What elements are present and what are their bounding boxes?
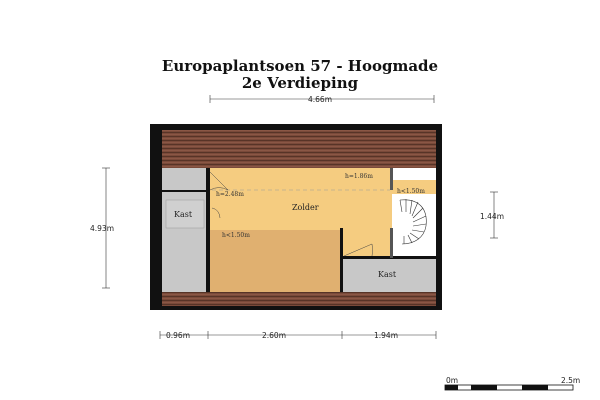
scale-start-label: 0m [446, 376, 459, 385]
floor-subtitle: 2e Verdieping [241, 74, 359, 92]
stair-wall [390, 168, 393, 190]
dimension-bottom-mid-label: 2.60m [262, 331, 287, 340]
height-note-left: h=2.48m [216, 191, 244, 198]
roof-slope-bottom [162, 292, 436, 306]
room-label-kast-right: Kast [378, 270, 397, 279]
dimension-left-label: 4.93m [90, 224, 115, 233]
scale-end-label: 2.5m [561, 376, 581, 385]
left-inner-wall [206, 168, 210, 292]
height-note-low-left: h<1.50m [222, 232, 250, 239]
height-note-low-right: h<1.50m [397, 188, 425, 195]
room-label-kast-left: Kast [174, 210, 193, 219]
left-storage-column [162, 168, 208, 292]
plan-title: Europaplantsoen 57 - Hoogmade [161, 57, 439, 75]
zolder-floor-dark [210, 230, 342, 292]
kast-right-wall [342, 256, 436, 259]
dimension-right-label: 1.44m [480, 212, 505, 221]
left-storage-divider [162, 190, 208, 192]
scale-bar [445, 385, 573, 390]
dimension-bottom-left-label: 0.96m [166, 331, 191, 340]
interior-wall-vertical [340, 228, 343, 292]
dimension-top-label: 4.66m [308, 95, 333, 104]
stair-wall-lower [390, 228, 393, 258]
room-label-zolder: Zolder [292, 203, 319, 212]
roof-slope-top [162, 130, 436, 168]
height-note-ridge: h=1.86m [345, 173, 373, 180]
dimension-bottom-right-label: 1.94m [374, 331, 399, 340]
